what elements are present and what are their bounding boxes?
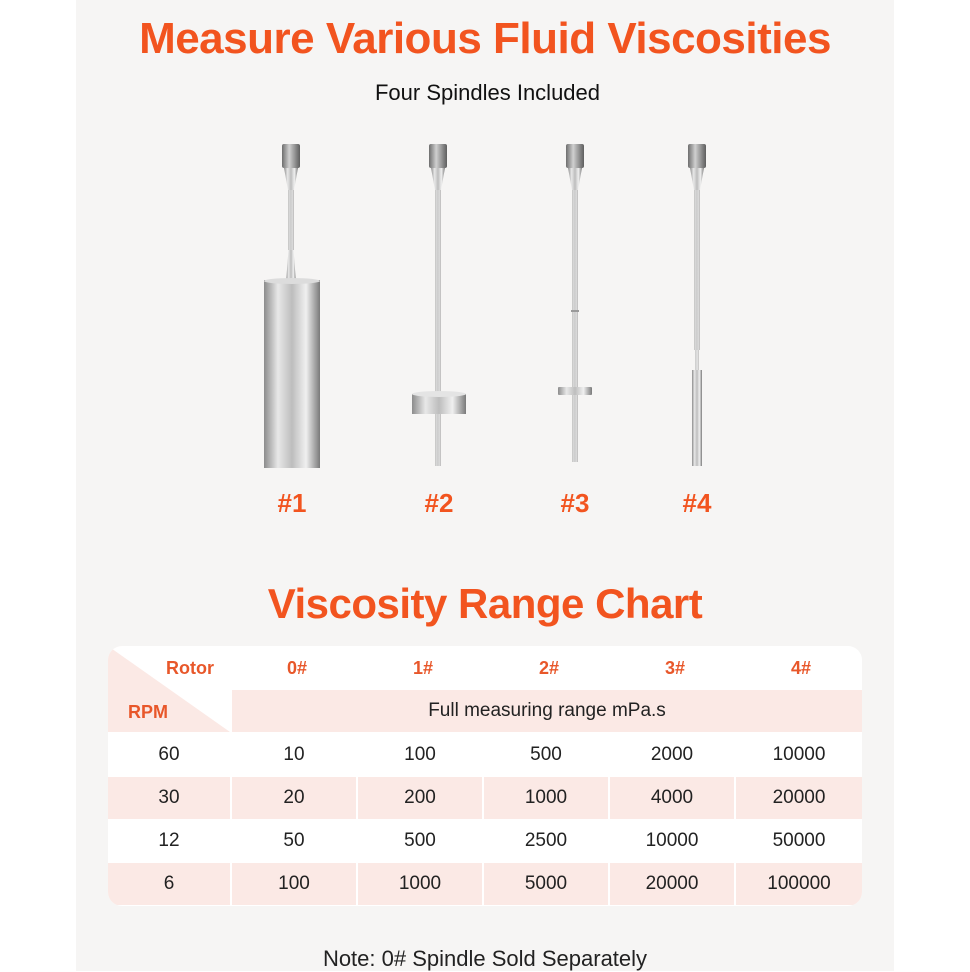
page-title: Measure Various Fluid Viscosities bbox=[139, 14, 831, 63]
table-corner bbox=[108, 646, 230, 732]
spindle-label-1: #1 bbox=[277, 488, 307, 518]
range-label: Full measuring range mPa.s bbox=[232, 690, 862, 732]
rpm-cell: 12 bbox=[158, 830, 180, 851]
table-cell: 10000 bbox=[772, 744, 826, 765]
table-cell: 20000 bbox=[736, 777, 862, 819]
table-cell: 4000 bbox=[610, 777, 734, 819]
spindle-1-image bbox=[264, 144, 320, 468]
viscosity-table bbox=[108, 646, 862, 906]
table-cell: 2500 bbox=[524, 830, 568, 851]
table-cell: 50 bbox=[283, 830, 305, 851]
table-row bbox=[108, 863, 862, 905]
rpm-cell: 30 bbox=[108, 777, 230, 819]
table-cell: 10000 bbox=[645, 830, 699, 851]
column-header-4: 4# bbox=[790, 658, 812, 678]
column-header-2: 2# bbox=[538, 658, 560, 678]
table-cell: 100000 bbox=[736, 863, 862, 905]
chart-title: Viscosity Range Chart bbox=[267, 580, 703, 627]
table-cell: 500 bbox=[404, 830, 436, 851]
table-cell: 100 bbox=[404, 744, 436, 765]
table-cell: 10 bbox=[283, 744, 305, 765]
table-cell: 5000 bbox=[484, 863, 608, 905]
rpm-header: RPM bbox=[128, 702, 168, 722]
spindle-label-3: #3 bbox=[560, 488, 590, 518]
table-cell: 50000 bbox=[772, 830, 826, 851]
table-row bbox=[108, 734, 862, 776]
rpm-cell: 6 bbox=[108, 863, 230, 905]
spindle-3-image bbox=[558, 144, 592, 462]
table-row bbox=[108, 777, 862, 819]
table-cell: 20000 bbox=[610, 863, 734, 905]
table-row bbox=[108, 820, 862, 862]
spindle-4-image bbox=[688, 144, 706, 466]
rotor-header: Rotor bbox=[166, 658, 214, 678]
column-header-0: 0# bbox=[286, 658, 308, 678]
page-subtitle: Four Spindles Included bbox=[374, 80, 601, 105]
table-cell: 1000 bbox=[484, 777, 608, 819]
spindle-label-4: #4 bbox=[682, 488, 712, 518]
column-header-3: 3# bbox=[664, 658, 686, 678]
table-cell: 1000 bbox=[358, 863, 482, 905]
rpm-cell: 60 bbox=[158, 744, 180, 765]
table-cell: 500 bbox=[530, 744, 562, 765]
table-cell: 200 bbox=[358, 777, 482, 819]
footnote: Note: 0# Spindle Sold Separately bbox=[322, 946, 648, 971]
table-cell: 100 bbox=[232, 863, 356, 905]
spindle-label-2: #2 bbox=[424, 488, 454, 518]
table-cell: 2000 bbox=[650, 744, 694, 765]
spindle-2-image bbox=[412, 144, 466, 466]
column-header-1: 1# bbox=[412, 658, 434, 678]
table-cell: 20 bbox=[232, 777, 356, 819]
